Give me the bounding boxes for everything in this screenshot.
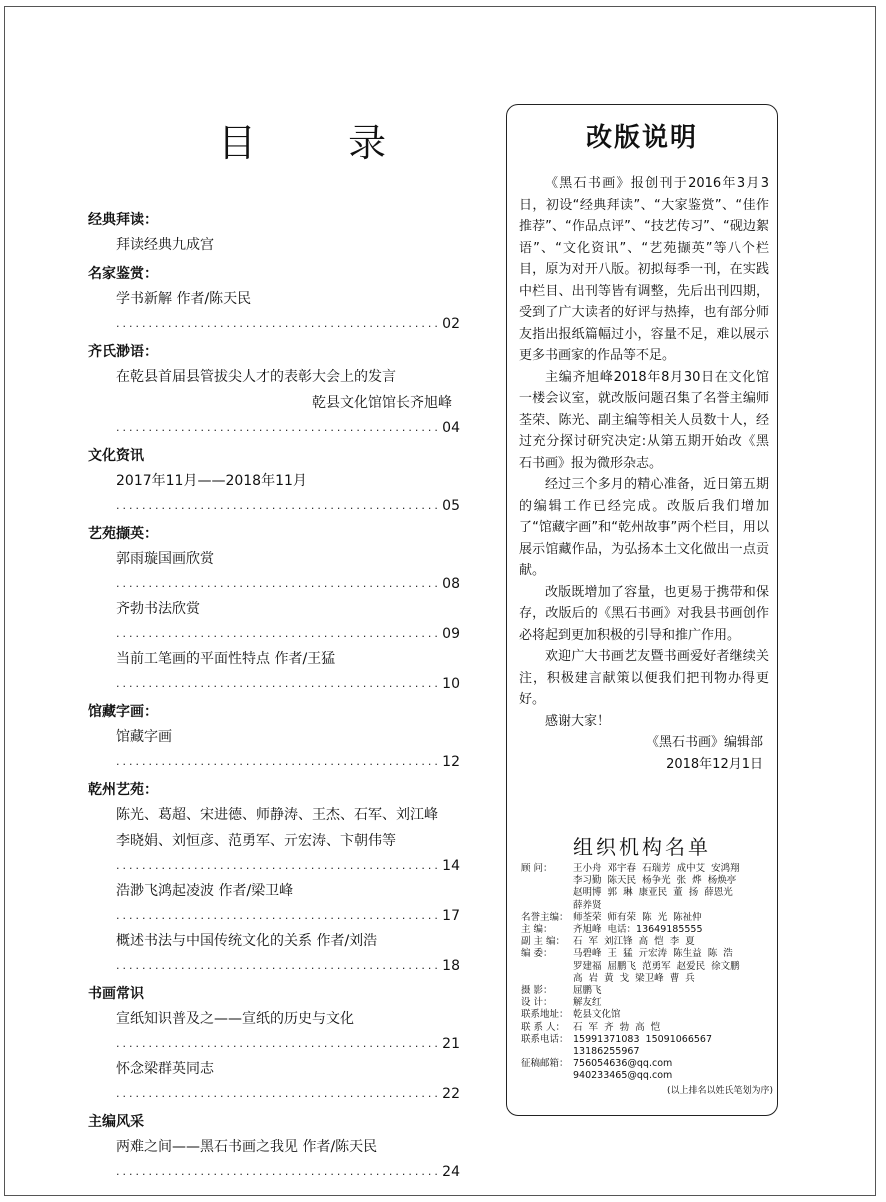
toc-leader-line <box>88 854 460 878</box>
toc-dot-leader <box>116 854 438 878</box>
org-role: 联 系 人： <box>521 1021 566 1033</box>
toc-dot-leader <box>116 1032 438 1056</box>
notice-signature: 《黑石书画》编辑部 <box>645 735 763 750</box>
org-names: 齐旭峰 电话：13649185555 <box>573 924 703 936</box>
toc-page-number: 08 <box>442 576 460 592</box>
org-row <box>521 912 773 924</box>
toc-leader-line <box>88 416 460 440</box>
org-title: 组织机构名单 <box>573 835 711 859</box>
toc-entry-title: 馆藏字画 <box>116 729 172 745</box>
toc-leader-line <box>88 750 460 774</box>
toc-gap <box>88 1184 460 1188</box>
notice-panel <box>506 104 778 1116</box>
toc-dot-leader <box>116 572 438 596</box>
toc-leader-line <box>88 904 460 928</box>
toc-entry-title: 宣纸知识普及之——宣纸的历史与文化 <box>116 1011 354 1027</box>
toc-leader-line <box>88 622 460 646</box>
toc-entry-title: 2017年11月——2018年11月 <box>116 473 307 489</box>
toc-entry-title: 概述书法与中国传统文化的关系 作者/刘浩 <box>116 933 378 949</box>
org-row <box>521 1058 773 1082</box>
org-role: 征稿邮箱： <box>521 1058 569 1070</box>
table-of-contents <box>88 208 460 1188</box>
toc-dot-leader <box>116 312 438 336</box>
toc-entry-title: 在乾县首届县管拔尖人才的表彰大会上的发言 <box>116 369 396 385</box>
org-row <box>521 1022 773 1034</box>
org-names: 15991371083 15091066567 13186255967 <box>573 1033 713 1058</box>
toc-page-number: 02 <box>442 316 460 332</box>
toc-leader-line <box>88 312 460 336</box>
org-row <box>521 936 773 948</box>
toc-page-number: 21 <box>442 1036 460 1052</box>
notice-date: 2018年12月1日 <box>666 756 763 772</box>
org-names: 师荃荣 师有荣 陈 光 陈祉仲 <box>573 911 702 923</box>
toc-dot-leader <box>116 954 438 978</box>
toc-page-number: 24 <box>442 1164 460 1180</box>
org-names: 乾县文化馆 <box>573 1009 621 1021</box>
toc-page-number: 10 <box>442 676 460 692</box>
toc-leader-line <box>88 494 460 518</box>
toc-leader-line <box>88 1082 460 1106</box>
notice-paragraph: 经过三个多月的精心准备，近日第五期的编辑工作已经完成。改版后我们增加了“馆藏字画”和“乾州故事”两个栏目，用以展示馆藏作品，为弘扬本土文化做出一点贡献。 <box>519 477 769 578</box>
toc-page-number: 04 <box>442 420 460 436</box>
org-row <box>521 997 773 1009</box>
toc-dot-leader <box>116 1160 438 1184</box>
notice-paragraph: 《黑石书画》报创刊于2016年3月3日，初设“经典拜读”、“大家鉴赏”、“佳作推荐”、“作品点评”、“技艺传习”、“砚边絮语”、“文化资讯”、“艺苑撷英”等八个栏目，原为对开八版。初拟每季一刊，在实践中栏目、出刊等皆有调整，先后出刊四期，受到了广大读者的好评与热捧，也有部分师友指出报纸篇幅过小，容量不足，难以展示更多书画家的作品等不足。 <box>519 176 769 363</box>
toc-page-number: 12 <box>442 754 460 770</box>
toc-entry-title: 齐勃书法欣赏 <box>116 601 200 617</box>
toc-section-heading: 文化资讯 <box>88 448 144 464</box>
notice-paragraph: 改版既增加了容量，也更易于携带和保存，改版后的《黑石书画》对我县书画创作必将起到更加积极的引导和推广作用。 <box>519 584 769 643</box>
org-names: 解友红 <box>573 997 602 1009</box>
toc-page-number: 09 <box>442 626 460 642</box>
org-role: 名誉主编： <box>521 911 569 923</box>
toc-entry-author: 乾县文化馆馆长齐旭峰 <box>312 395 452 411</box>
toc-page-number: 05 <box>442 498 460 514</box>
org-role: 联系地址： <box>521 1009 569 1021</box>
org-names: 石 军 刘江锋 高 恺 李 夏 <box>573 936 695 948</box>
toc-section-heading: 乾州艺苑： <box>88 782 158 798</box>
toc-entry-title: 郭雨璇国画欣赏 <box>116 551 214 567</box>
toc-dot-leader <box>116 416 438 440</box>
org-role: 主 编： <box>521 924 553 936</box>
toc-section-heading: 艺苑撷英： <box>88 526 158 542</box>
toc-entry-title: 拜读经典九成宫 <box>116 237 214 253</box>
toc-section-heading: 主编风采 <box>88 1114 144 1130</box>
toc-title: 目 录 <box>218 121 427 165</box>
toc-leader-line <box>88 954 460 978</box>
toc-section-heading: 书画常识 <box>88 986 144 1002</box>
toc-entry-title: 浩渺飞鸿起凌波 作者/梁卫峰 <box>116 883 294 899</box>
toc-page-number: 17 <box>442 908 460 924</box>
org-names: 屈鹏飞 <box>573 985 602 997</box>
notice-body <box>519 173 769 775</box>
toc-leader-line <box>88 1032 460 1056</box>
toc-page-number: 14 <box>442 858 460 874</box>
toc-dot-leader <box>116 494 438 518</box>
toc-page-number: 18 <box>442 958 460 974</box>
toc-dot-leader <box>116 622 438 646</box>
toc-entry-title: 当前工笔画的平面性特点 作者/王猛 <box>116 651 336 667</box>
toc-page-number: 22 <box>442 1086 460 1102</box>
org-names: 石 军 齐 勃 高 恺 <box>573 1021 661 1033</box>
org-role: 顾 问： <box>521 863 553 874</box>
org-names: 马碧峰 王 猛 亓宏涛 陈生益 陈 浩 罗建福 屈鹏飞 范勇军 赵爱民 徐文鹏 高 岩 黄 戈 梁卫峰 曹 兵 <box>573 948 740 984</box>
notice-paragraph: 主编齐旭峰2018年8月30日在文化馆一楼会议室，就改版问题召集了名誉主编师荃荣、陈光、副主编等相关人员数十人，经过充分探讨研究决定:从第五期开始改《黑石书画》报为微形杂志。 <box>519 369 769 471</box>
toc-entry-title: 学书新解 作者/陈天民 <box>116 291 252 307</box>
org-row <box>521 1009 773 1021</box>
org-role: 联系电话： <box>521 1033 569 1045</box>
toc-dot-leader <box>116 750 438 774</box>
org-row <box>521 1034 773 1058</box>
org-row <box>521 985 773 997</box>
org-role: 摄 影： <box>521 985 553 997</box>
org-role: 设 计： <box>521 997 553 1009</box>
toc-dot-leader <box>116 1082 438 1106</box>
org-role: 编 委： <box>521 948 553 960</box>
toc-section-heading: 馆藏字画： <box>88 704 158 720</box>
org-names: 王小舟 邓宇春 石瑞芳 成中艾 安鸿翔 李习勤 陈天民 杨争光 张 烨 杨焕亭 赵明博 郭 琳 康亚民 董 扬 薛恩光 薛养贤 <box>573 863 740 911</box>
toc-leader-line <box>88 572 460 596</box>
toc-section-heading: 经典拜读： <box>88 212 158 228</box>
toc-leader-line <box>88 1160 460 1184</box>
toc-section-heading: 齐氏渺语： <box>88 344 158 360</box>
org-names: 756054636@qq.com 940233465@qq.com <box>573 1058 673 1082</box>
notice-paragraph: 感谢大家！ <box>545 713 611 729</box>
toc-entry-title: 李晓娟、刘恒彦、范勇军、亓宏涛、卞朝伟等 <box>116 833 396 849</box>
org-note: (以上排名以姓氏笔划为序) <box>666 1085 773 1096</box>
toc-entry-title: 两难之间——黑石书画之我见 作者/陈天民 <box>116 1139 378 1155</box>
toc-dot-leader <box>116 904 438 928</box>
notice-paragraph: 欢迎广大书画艺友暨书画爱好者继续关注，积极建言献策以便我们把刊物办得更好。 <box>519 649 769 707</box>
toc-dot-leader <box>116 672 438 696</box>
notice-title: 改版说明 <box>585 123 698 153</box>
toc-leader-line <box>88 672 460 696</box>
toc-entry-title: 怀念梁群英同志 <box>116 1061 214 1077</box>
org-row <box>521 924 773 936</box>
toc-section-heading: 名家鉴赏： <box>88 266 158 282</box>
org-list <box>521 863 773 1097</box>
org-row <box>521 948 773 985</box>
org-role: 副 主 编： <box>521 936 566 948</box>
toc-entry-title: 陈光、葛超、宋进德、师静涛、王杰、石军、刘江峰 <box>116 807 438 823</box>
org-row <box>521 863 773 912</box>
